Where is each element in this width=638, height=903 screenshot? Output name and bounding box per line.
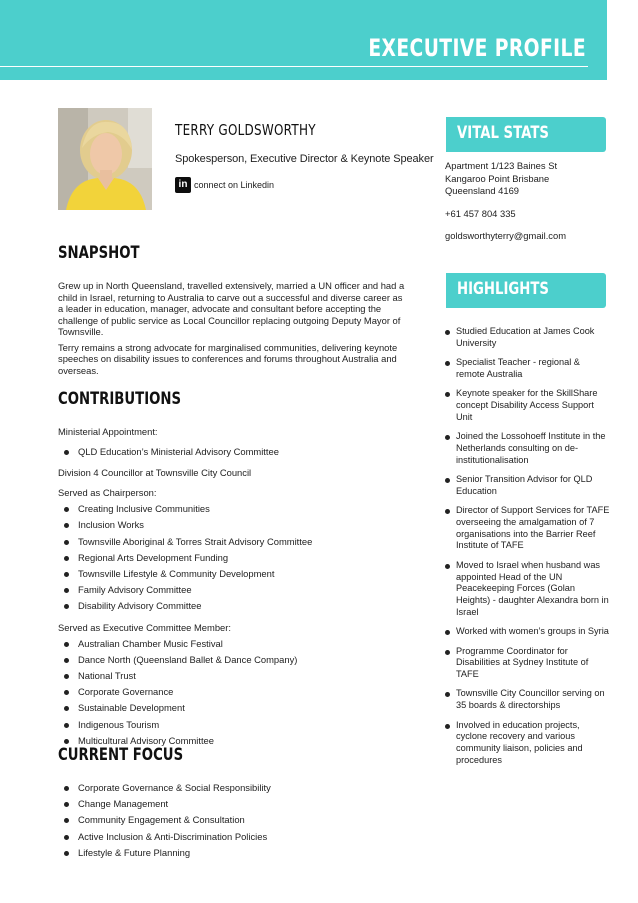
contributions-heading: CONTRIBUTIONS: [58, 389, 182, 409]
contributions-section: [58, 425, 418, 755]
list-item: Family Advisory Committee: [58, 582, 418, 598]
snapshot-paragraph: Grew up in North Queensland, travelled extensively, married a UN officer and had a child in Israel, returning to Australia to carve out a successful and diverse career as a leader in education, manager, advocate and consultant before accepting the challenge of public service as Local Councillor replacing outgoing Deputy Mayor of Townsville.: [58, 280, 405, 337]
ministerial-label: Ministerial Appointment:: [58, 426, 158, 437]
address-line: Kangaroo Point Brisbane: [445, 172, 550, 184]
list-item: National Trust: [58, 668, 418, 684]
list-item: QLD Education’s Ministerial Advisory Committee: [58, 444, 418, 460]
highlights-list: [445, 326, 610, 774]
chair-list: [58, 501, 418, 614]
highlights-tab: [446, 273, 606, 308]
highlight-item: Joined the Lossohoeff Institute in the Netherlands consulting on de-institutionalisation: [445, 431, 610, 466]
highlight-item: Worked with women’s groups in Syria: [445, 626, 610, 638]
list-item: Indigenous Tourism: [58, 717, 418, 733]
snapshot-paragraph: Terry remains a strong advocate for marginalised communities, delivering keynote speeches on disability issues to conferences and forums throughout Australia and overseas.: [58, 341, 398, 376]
list-item: Change Management: [58, 796, 418, 812]
highlight-item: Specialist Teacher - regional & remote Australia: [445, 357, 610, 381]
highlight-item: Keynote speaker for the SkillShare concept Disability Access Support Unit: [445, 388, 610, 423]
highlight-item: Studied Education at James Cook University: [445, 326, 610, 350]
highlight-item: Programme Coordinator for Disabilities at Sydney Institute of TAFE: [445, 646, 610, 681]
page-title: EXECUTIVE PROFILE: [368, 34, 586, 62]
list-item: Corporate Governance & Social Responsibility: [58, 780, 418, 796]
list-item: Australian Chamber Music Festival: [58, 636, 418, 652]
person-role: Spokesperson, Executive Director & Keynote Speaker: [175, 153, 434, 165]
focus-list: [58, 780, 418, 861]
highlight-item: Townsville City Councillor serving on 35 boards & directorships: [445, 688, 610, 712]
highlight-item: Senior Transition Advisor for QLD Education: [445, 474, 610, 498]
ministerial-list: [58, 444, 418, 460]
address-line: Queensland 4169: [445, 185, 520, 196]
list-item: Regional Arts Development Funding: [58, 550, 418, 566]
list-item: Active Inclusion & Anti-Discrimination Policies: [58, 829, 418, 845]
list-item: Lifestyle & Future Planning: [58, 845, 418, 861]
vital-stats-tab: [446, 117, 606, 152]
profile-photo: [58, 108, 152, 210]
list-item: Sustainable Development: [58, 700, 418, 716]
list-item: Townsville Lifestyle & Community Development: [58, 566, 418, 582]
list-item: Townsville Aboriginal & Torres Strait Advisory Committee: [58, 534, 418, 550]
list-item: Dance North (Queensland Ballet & Dance Company): [58, 652, 418, 668]
list-item: Disability Advisory Committee: [58, 598, 418, 614]
linkedin-link[interactable]: [175, 177, 274, 193]
list-item: Inclusion Works: [58, 517, 418, 533]
person-name: TERRY GOLDSWORTHY: [175, 121, 316, 139]
highlight-item: Moved to Israel when husband was appointed Head of the UN Peacekeeping Forces (Golan Heights) - daughter Alexandra born in Israel: [445, 560, 610, 619]
snapshot-heading: SNAPSHOT: [58, 243, 140, 263]
highlight-item: Director of Support Services for TAFE overseeing the amalgamation of 7 organisations into the Barrier Reef Institute of TAFE: [445, 505, 610, 552]
linkedin-label: connect on Linkedin: [194, 180, 275, 190]
highlights-heading: HIGHLIGHTS: [457, 279, 549, 299]
snapshot-text: [58, 280, 410, 380]
list-item: Corporate Governance: [58, 684, 418, 700]
current-focus-section: [58, 780, 418, 867]
email-address[interactable]: goldsworthyterry@gmail.com: [445, 230, 567, 241]
address-line: Apartment 1/123 Baines St: [445, 160, 558, 171]
division-label: Division 4 Councillor at Townsville City Council: [58, 467, 252, 479]
portrait-illustration: [58, 108, 152, 210]
vital-stats-section: [445, 160, 610, 243]
member-label: Served as Executive Committee Member:: [58, 621, 231, 633]
list-item: Creating Inclusive Communities: [58, 501, 418, 517]
current-focus-heading: CURRENT FOCUS: [58, 745, 184, 765]
phone-number: +61 457 804 335: [445, 207, 516, 219]
vital-stats-heading: VITAL STATS: [457, 123, 549, 143]
list-item: Community Engagement & Consultation: [58, 812, 418, 828]
header-divider: [0, 66, 588, 67]
highlight-item: Involved in education projects, cyclone recovery and various community liaison, policies and procedures: [445, 720, 610, 767]
member-list: [58, 636, 418, 749]
chair-label: Served as Chairperson:: [58, 487, 157, 499]
linkedin-icon: in: [175, 177, 191, 193]
list-item: Multicultural Advisory Committee: [58, 733, 418, 749]
